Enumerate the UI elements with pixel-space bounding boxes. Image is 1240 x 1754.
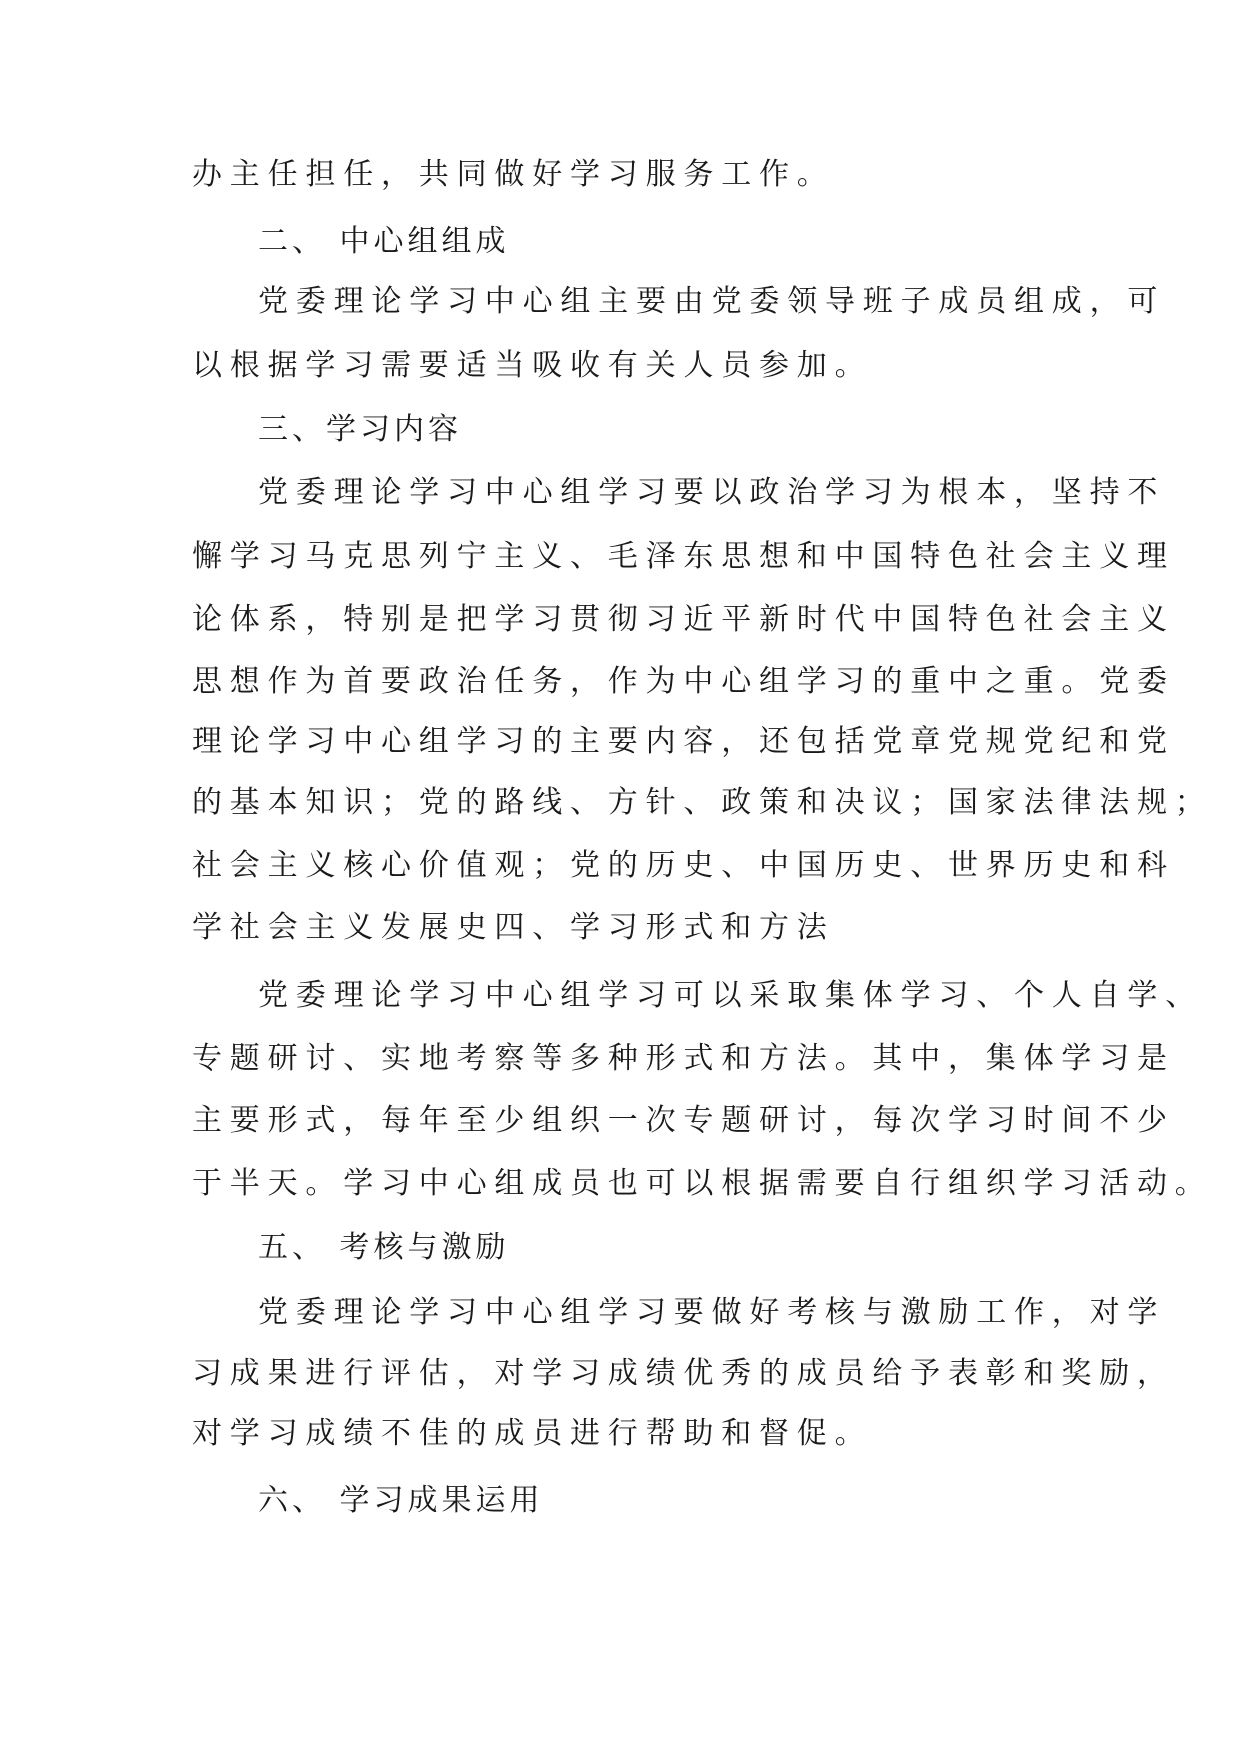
- text-line: 对学习成绩不佳的成员进行帮助和督促。: [192, 1416, 873, 1451]
- text-line: 专题研讨、实地考察等多种形式和方法。其中，集体学习是: [192, 1041, 1175, 1076]
- text-line: 懈学习马克思列宁主义、毛泽东思想和中国特色社会主义理: [192, 539, 1175, 574]
- text-line: 以根据学习需要适当吸收有关人员参加。: [192, 348, 873, 383]
- text-line: 党委理论学习中心组学习要做好考核与激励工作，对学: [258, 1295, 1166, 1330]
- text-line: 理论学习中心组学习的主要内容，还包括党章党规党纪和党: [192, 724, 1175, 759]
- section-heading-5: 五、 考核与激励: [258, 1230, 510, 1265]
- text-line: 的基本知识；党的路线、方针、政策和决议；国家法律法规；: [192, 785, 1213, 820]
- text-line: 社会主义核心价值观；党的历史、中国历史、世界历史和科: [192, 848, 1175, 883]
- text-line: 论体系，特别是把学习贯彻习近平新时代中国特色社会主义: [192, 602, 1175, 637]
- section-heading-2: 二、 中心组组成: [258, 224, 510, 259]
- text-line: 党委理论学习中心组学习要以政治学习为根本，坚持不: [258, 475, 1166, 510]
- text-line: 思想作为首要政治任务，作为中心组学习的重中之重。党委: [192, 664, 1175, 699]
- text-line: 习成果进行评估，对学习成绩优秀的成员给予表彰和奖励，: [192, 1356, 1175, 1391]
- text-line: 学社会主义发展史四、学习形式和方法: [192, 910, 835, 945]
- section-heading-6: 六、 学习成果运用: [258, 1483, 544, 1518]
- text-line: 主要形式，每年至少组织一次专题研讨，每次学习时间不少: [192, 1103, 1175, 1138]
- text-line: 于半天。学习中心组成员也可以根据需要自行组织学习活动。: [192, 1166, 1213, 1201]
- text-line: 党委理论学习中心组学习可以采取集体学习、个人自学、: [258, 978, 1203, 1013]
- section-heading-3: 三、学习内容: [258, 412, 462, 447]
- text-line: 办主任担任，共同做好学习服务工作。: [192, 157, 835, 192]
- text-line: 党委理论学习中心组主要由党委领导班子成员组成，可: [258, 284, 1166, 319]
